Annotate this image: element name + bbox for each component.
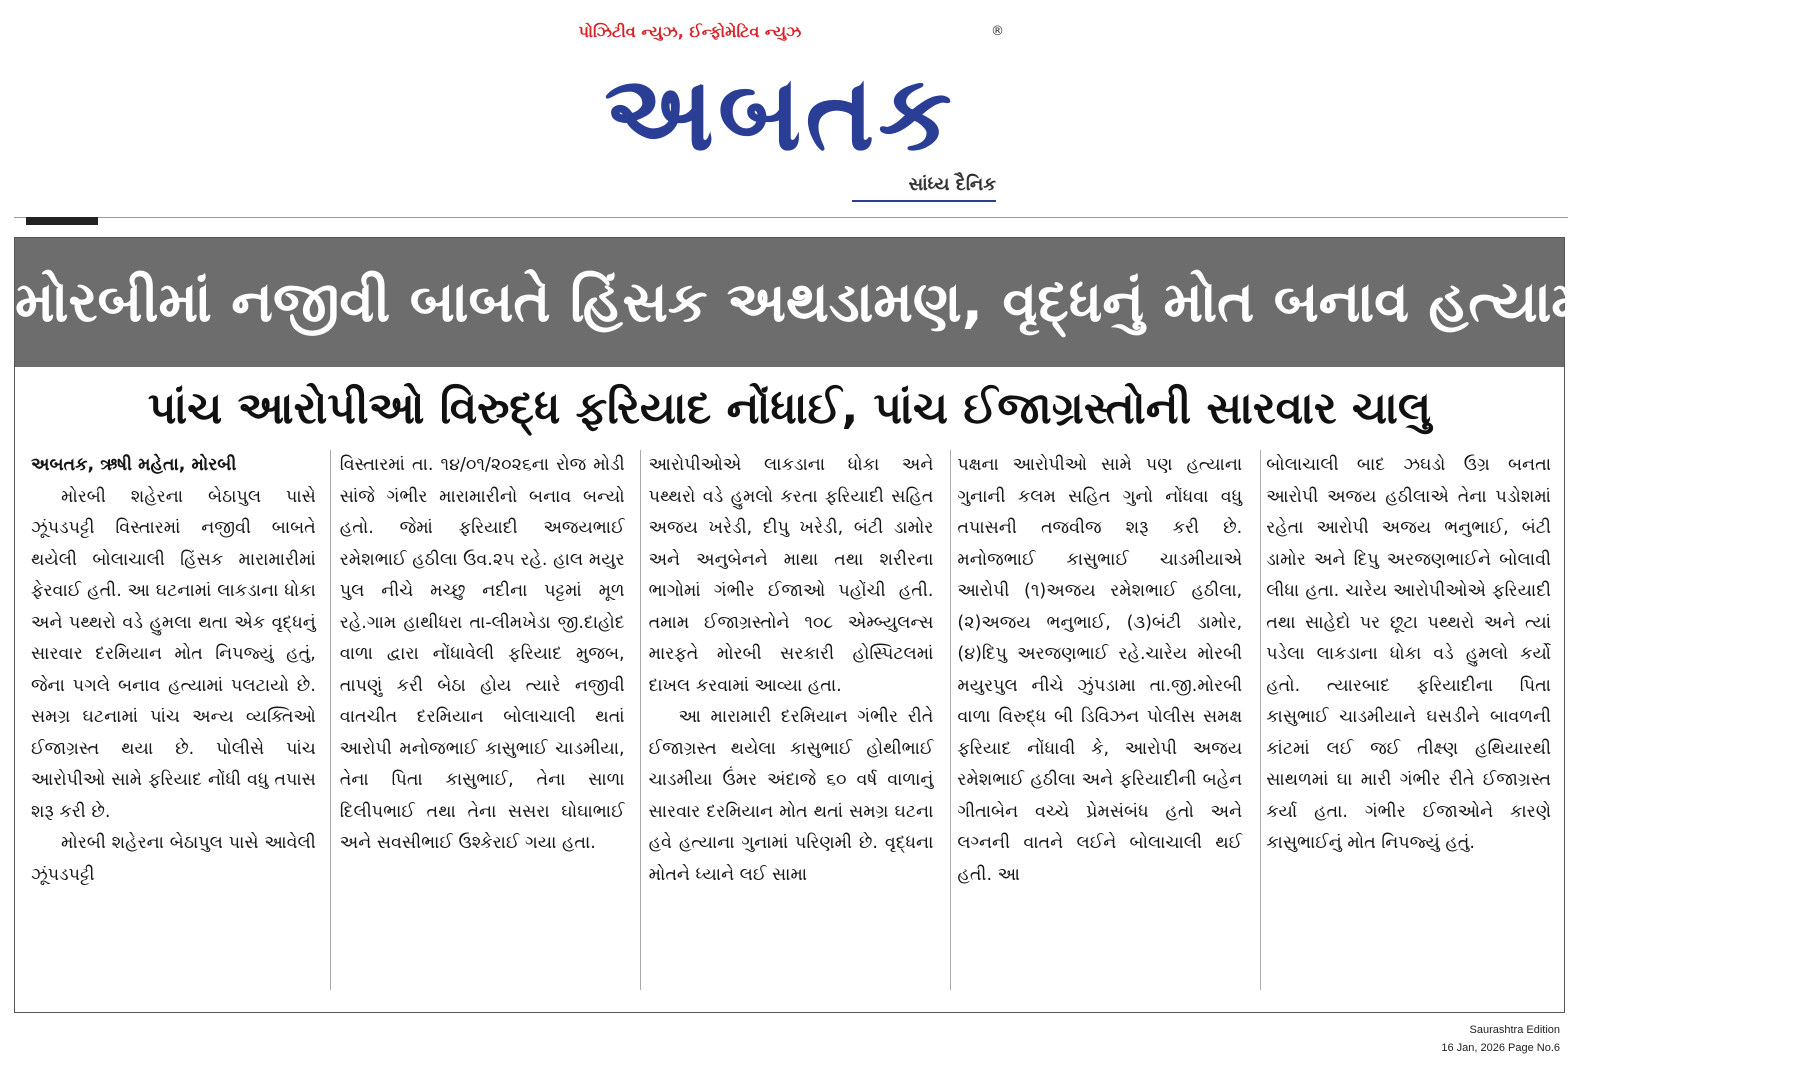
article-paragraph: મોરબી શહેરના બેઠાપુલ પાસે આવેલી ઝૂંપડપટ્ટી: [31, 833, 316, 885]
masthead-subtitle: સાંધ્ય દૈનિક: [908, 174, 996, 195]
article-column-5: [1266, 450, 1551, 1004]
date-page-label: 16 Jan, 2026 Page No.6: [1441, 1042, 1560, 1054]
article-paragraph: મોરબી શહેરના બેઠાપુલ પાસે ઝૂંપડપટ્ટી વિસ્તારમાં નજીવી બાબતે થયેલી બોલાચાલી હિંસક મારામારીમાં ફેરવાઈ હતી. આ ઘટનામાં લાકડાના ધોકા અને પથ્થરો વડે હુમલા થતા એક વૃદ્ધનું સારવાર દરમિયાન મોત નિપજ્યું હતું, જેના પગલે બનાવ હત્યામાં પલટાયો છે. સમગ્ર ઘટનામાં પાંચ અન્ય વ્યક્તિઓ ઈજાગ્રસ્ત થયા છે. પોલીસે પાંચ આરોપીઓ સામે ફરિયાદ નોંધી વધુ તપાસ શરૂ કરી છે.: [31, 486, 316, 822]
article-paragraph: વિસ્તારમાં તા. ૧૪/૦૧/૨૦૨૬ના રોજ મોડી સાંજે ગંભીર મારામારીનો બનાવ બન્યો હતો. જેમાં ફરિયાદી અજયભાઈ રમેશભાઈ હઠીલા ઉવ.૨૫ રહે. હાલ મયુર પુલ નીચે મચ્છુ નદીના પટ્ટમાં મૂળ રહે.ગામ હાથીધરા તા-લીમખેડા જી.દાહોદ વાળા દ્વારા નોંધાવેલી ફરિયાદ મુજબ, તાપણું કરી બેઠા હોય ત્યારે નજીવી વાતચીત દરમિયાન બોલાચાલી થતાં આરોપી મનોજભાઈ કાસુભાઈ ચાડમીયા, તેના પિતા કાસુભાઈ, તેના સાળા દિલીપભાઈ તથા તેના સસરા ઘોઘાભાઈ અને સવસીભાઈ ઉશ્કેરાઈ ગયા હતા.: [339, 455, 625, 853]
page-rule-block: [26, 217, 98, 225]
article-column-4: [957, 450, 1242, 1004]
page-rule: [14, 217, 1568, 218]
newspaper-logo: અબતક: [604, 52, 956, 174]
article-paragraph: બોલાચાલી બાદ ઝઘડો ઉગ્ર બનતા આરોપી અજય હઠીલાએ તેના પડોશમાં રહેતા આરોપી અજય ભનુભાઈ, બંટી ડામોર અને દિપુ અરજણભાઈને બોલાવી લીધા હતા. ચારેય આરોપીઓએ ફરિયાદી તથા સાહેદો પર છૂટા પથ્થરો અને ત્યાં પડેલા લાકડાના ધોકા વડે હુમલો કર્યો હતો. ત્યારબાદ ફરિયાદીના પિતા કાસુભાઈ ચાડમીયાને ઘસડીને બાવળની કાંટમાં લઈ જઈ તીક્ષ્ણ હથિયારથી સાથળમાં ઘા મારી ગંભીર રીતે ઈજાગ્રસ્ત કર્યા હતા. ગંભીર ઈજાઓને કારણે કાસુભાઈનું મોત નિપજ્યું હતું.: [1266, 455, 1551, 853]
page-footer: [1441, 1021, 1560, 1057]
masthead-tagline: પોઝિટીવ ન્યુઝ, ઈન્ફોમેટિવ ન્યુઝ: [578, 22, 802, 41]
article-paragraph: આરોપીઓએ લાકડાના ધોકા અને પથ્થરો વડે હુમલો કરતા ફરિયાદી સહિત અજય ખરેડી, દીપુ ખરેડી, બંટી ડામોર અને અનુબેનને માથા તથા શરીરના ભાગોમાં ગંભીર ઈજાઓ પહોંચી હતી. તમામ ઈજાગ્રસ્તોને ૧૦૮ એમ્બ્યુલન્સ મારફતે મોરબી સરકારી હોસ્પિટલમાં દાખલ કરવામાં આવ્યા હતા.: [648, 455, 934, 696]
edition-label: Saurashtra Edition: [1469, 1024, 1560, 1036]
article-column-1: [31, 450, 316, 1004]
article-columns: [31, 450, 1551, 1004]
masthead: [560, 14, 1010, 204]
registered-mark: ®: [991, 24, 1004, 39]
headline-bar: [15, 238, 1809, 367]
article-box: [14, 237, 1809, 1013]
article-column-3: [649, 450, 934, 1004]
article-subheadline: પાંચ આરોપીઓ વિરુદ્ધ ફરિયાદ નોંધાઈ, પાંચ ઈજાગ્રસ્તોની સારવાર ચાલુ: [147, 383, 1432, 434]
masthead-underline: [852, 200, 996, 202]
article-paragraph: પક્ષના આરોપીઓ સામે પણ હત્યાના ગુનાની કલમ સહિત ગુનો નોંધવા વધુ તપાસની તજવીજ શરૂ કરી છે. મનોજભાઈ કાસુભાઈ ચાડમીયાએ આરોપી (૧)અજય રમેશભાઈ હઠીલા, (૨)અજય ભનુભાઈ, (૩)બંટી ડામોર, (૪)દિપુ અરજણભાઈ રહે.ચારેય મોરબી મયુરપુલ નીચે ઝુંપડામા તા.જી.મોરબી વાળા વિરુદ્ધ બી ડિવિઝન પોલીસ સમક્ષ ફરિયાદ નોંધાવી કે, આરોપી અજય રમેશભાઈ હઠીલા અને ફરિયાદીની બહેન ગીતાબેન વચ્ચે પ્રેમસંબંધ હતો અને લગ્નની વાતને લઈને બોલાચાલી થઈ હતી. આ: [957, 455, 1243, 885]
article-headline: મોરબીમાં નજીવી બાબતે હિંસક અથડામણ, વૃદ્ધનું મોત બનાવ હત્યામાં પલટાયો: [15, 270, 1809, 335]
article-byline: અબતક, ઋષી મહેતા, મોરબી: [31, 455, 237, 475]
article-column-2: [340, 450, 625, 1004]
article-paragraph: આ મારામારી દરમિયાન ગંભીર રીતે ઈજાગ્રસ્ત થયેલા કાસુભાઈ હોથીભાઈ ચાડમીયા ઉંમર અંદાજે ૬૦ વર્ષ વાળાનું સારવાર દરમિયાન મોત થતાં સમગ્ર ઘટના હવે હત્યાના ગુનામાં પરિણમી છે. વૃદ્ધના મોતને ધ્યાને લઈ સામા: [648, 707, 934, 885]
